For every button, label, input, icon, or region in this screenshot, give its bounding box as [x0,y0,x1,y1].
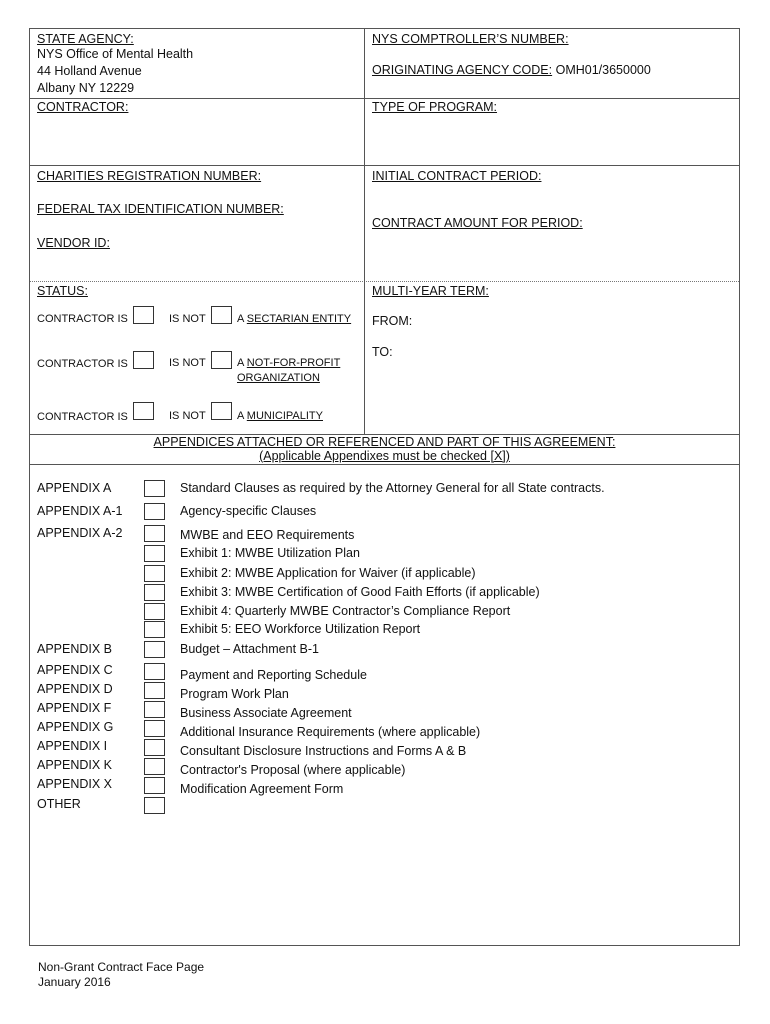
appendix-desc: Program Work Plan [180,687,289,701]
organization-label: ORGANIZATION [237,372,320,384]
from-label: FROM: [372,314,413,328]
exhibit-5-checkbox[interactable] [144,621,165,638]
appendix-a1-checkbox[interactable] [144,503,165,520]
originating-agency-value: OMH01/3650000 [552,63,651,77]
footer-title: Non-Grant Contract Face Page [38,960,205,974]
appendix-desc: Exhibit 5: EEO Workforce Utilization Report [180,622,421,636]
appendix-desc: Exhibit 2: MWBE Application for Waiver (if applicable) [180,566,476,580]
footer-date: January 2016 [38,975,111,989]
state-agency-label: STATE AGENCY: [37,32,134,46]
contract-face-form [29,28,740,946]
exhibit-2-checkbox[interactable] [144,565,165,582]
exhibit-4-checkbox[interactable] [144,603,165,620]
is-not-municipality-checkbox[interactable] [211,402,232,420]
initial-contract-period-label: INITIAL CONTRACT PERIOD: [372,169,542,183]
appendix-code: APPENDIX A [37,481,112,495]
entity-name: MUNICIPALITY [246,410,323,422]
appendix-desc: Business Associate Agreement [180,706,352,720]
vendor-id-label: VENDOR ID: [37,236,110,250]
is-not-sectarian-checkbox[interactable] [211,306,232,324]
type-of-program-label: TYPE OF PROGRAM: [372,100,498,114]
appendix-x-checkbox[interactable] [144,777,165,794]
is-sectarian-checkbox[interactable] [133,306,154,324]
appendix-code: APPENDIX B [37,642,113,656]
appendix-code: APPENDIX A-2 [37,526,123,540]
appendices-heading: APPENDICES ATTACHED OR REFERENCED AND PART OF THIS AGREEMENT: [153,435,616,449]
municipality-label [237,410,323,423]
appendix-desc: Exhibit 3: MWBE Certification of Good Faith Efforts (if applicable) [180,585,540,599]
appendix-desc: Agency-specific Clauses [180,504,317,518]
appendix-desc: Exhibit 4: Quarterly MWBE Contractor’s Compliance Report [180,604,511,618]
originating-agency-code [372,63,651,78]
sectarian-entity-label [237,313,351,326]
agency-street: 44 Holland Avenue [37,64,142,78]
appendix-desc: Additional Insurance Requirements (where applicable) [180,725,481,739]
appendix-i-checkbox[interactable] [144,739,165,756]
contractor-is-label: CONTRACTOR IS [37,358,128,370]
is-not-label: IS NOT [169,410,206,422]
appendix-desc: Contractor's Proposal (where applicable) [180,763,406,777]
appendix-code: APPENDIX D [37,682,113,696]
charities-registration-label: CHARITIES REGISTRATION NUMBER: [37,169,262,183]
appendix-code: APPENDIX X [37,777,113,791]
divider [30,281,739,282]
to-label: TO: [372,345,393,359]
contract-amount-label: CONTRACT AMOUNT FOR PERIOD: [372,216,583,230]
appendix-f-checkbox[interactable] [144,701,165,718]
appendix-desc: Budget – Attachment B-1 [180,642,319,656]
divider [30,165,739,166]
entity-name: SECTARIAN ENTITY [246,313,352,325]
appendix-code: APPENDIX F [37,701,112,715]
appendix-code: OTHER [37,797,81,811]
comptroller-number-label: NYS COMPTROLLER’S NUMBER: [372,32,569,46]
appendix-k-checkbox[interactable] [144,758,165,775]
is-not-not-for-profit-checkbox[interactable] [211,351,232,369]
appendix-a2-checkbox[interactable] [144,525,165,542]
appendix-desc: Exhibit 1: MWBE Utilization Plan [180,546,360,560]
agency-name: NYS Office of Mental Health [37,47,194,61]
divider [30,98,739,99]
federal-tax-id-label: FEDERAL TAX IDENTIFICATION NUMBER: [37,202,284,216]
appendix-desc: MWBE and EEO Requirements [180,528,355,542]
appendix-desc: Standard Clauses as required by the Attorney General for all State contracts. [180,481,605,495]
entity-name: NOT-FOR-PROFIT [246,357,341,369]
appendix-a-checkbox[interactable] [144,480,165,497]
contractor-label: CONTRACTOR: [37,100,129,114]
multi-year-term-label: MULTI-YEAR TERM: [372,284,489,298]
divider [30,464,739,465]
appendix-code: APPENDIX K [37,758,113,772]
appendix-d-checkbox[interactable] [144,682,165,699]
appendix-desc: Consultant Disclosure Instructions and Forms A & B [180,744,467,758]
is-not-label: IS NOT [169,313,206,325]
agency-city: Albany NY 12229 [37,81,135,95]
appendix-desc: Payment and Reporting Schedule [180,668,367,682]
appendix-desc: Modification Agreement Form [180,782,344,796]
appendix-code: APPENDIX I [37,739,108,753]
exhibit-1-checkbox[interactable] [144,545,165,562]
is-not-label: IS NOT [169,357,206,369]
appendix-c-checkbox[interactable] [144,663,165,680]
status-label: STATUS: [37,284,88,298]
not-for-profit-label [237,357,340,370]
a-label: A [237,313,247,325]
appendix-b-checkbox[interactable] [144,641,165,658]
appendix-code: APPENDIX A-1 [37,504,123,518]
a-label: A [237,357,247,369]
a-label: A [237,410,247,422]
originating-agency-label: ORIGINATING AGENCY CODE: [372,63,553,77]
column-divider [364,29,365,434]
appendix-g-checkbox[interactable] [144,720,165,737]
is-not-for-profit-checkbox[interactable] [133,351,154,369]
appendix-code: APPENDIX C [37,663,113,677]
is-municipality-checkbox[interactable] [133,402,154,420]
contractor-is-label: CONTRACTOR IS [37,313,128,325]
other-checkbox[interactable] [144,797,165,814]
exhibit-3-checkbox[interactable] [144,584,165,601]
contractor-is-label: CONTRACTOR IS [37,411,128,423]
appendix-code: APPENDIX G [37,720,114,734]
appendices-subheading: (Applicable Appendixes must be checked [X]) [259,449,510,463]
